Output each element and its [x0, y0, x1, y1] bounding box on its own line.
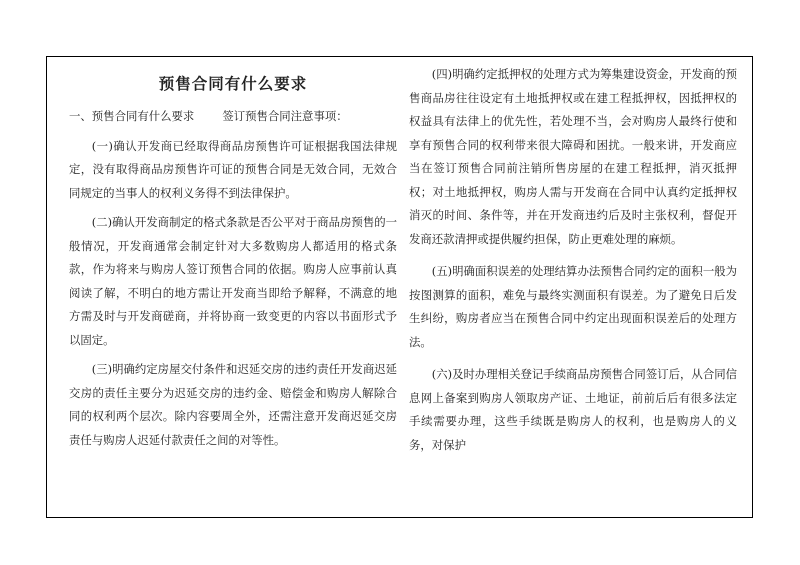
document-frame	[46, 56, 753, 518]
paragraph-1: (一)确认开发商已经取得商品房预售许可证根据我国法律规定，没有取得商品房预售许可证的预售合同是无效合同，无效合同规定的当事人的权利义务得不到法律保护。	[69, 138, 397, 200]
right-column	[409, 63, 737, 466]
left-column	[69, 57, 397, 458]
section-heading-text: 一、预售合同有什么要求	[69, 109, 195, 123]
paragraph-4: (四)明确约定抵押权的处理方式为筹集建设资金，开发商的预售商品房往往设定有土地抵押权或在建工程抵押权，因抵押权的权益具有法律上的优先性，若处理不当，会对购房人最终行使和享有预售合同的权利带来很大障碍和困扰。一般来讲，开发商应当在签订预售合同前注销所售房屋的在建工程抵押，消灭抵押权；对土地抵押权，购房人需与开发商在合同中认真约定抵押权消灭的时间、条件等，并在开发商违约后及时主张权利，督促开发商还款清押或提供履约担保，防止更难处理的麻烦。	[409, 67, 737, 246]
section-heading	[69, 105, 397, 129]
paragraph-5: (五)明确面积误差的处理结算办法预售合同约定的面积一般为按图测算的面积，难免与最终实测面积有误差。为了避免日后发生纠纷，购房者应当在预售合同中约定出现面积误差后的处理方法。	[409, 264, 737, 349]
document-title: 预售合同有什么要求	[158, 74, 308, 93]
paragraph-6: (六)及时办理相关登记手续商品房预售合同签订后，从合同信息网上备案到购房人领取房产证、土地证，前前后后有很多法定手续需要办理，这些手续既是购房人的权利，也是购房人的义务，对保护	[409, 367, 737, 452]
section-subheading-text: 签订预售合同注意事项：	[222, 109, 348, 123]
paragraph-2: (二)确认开发商制定的格式条款是否公平对于商品房预售的一般情况，开发商通常会制定针对大多数购房人都适用的格式条款，作为将来与购房人签订预售合同的依据。购房人应事前认真阅读了解，不明白的地方需让开发商当即给予解释，不满意的地方需及时与开发商磋商，并将协商一致变更的内容以书面形式予以固定。	[69, 215, 397, 347]
paragraph-3: (三)明确约定房屋交付条件和迟延交房的违约责任开发商迟延交房的责任主要分为迟延交房的违约金、赔偿金和购房人解除合同的权利两个层次。除内容要周全外，还需注意开发商迟延交房责任与购房人迟延付款责任之间的对等性。	[69, 362, 397, 447]
